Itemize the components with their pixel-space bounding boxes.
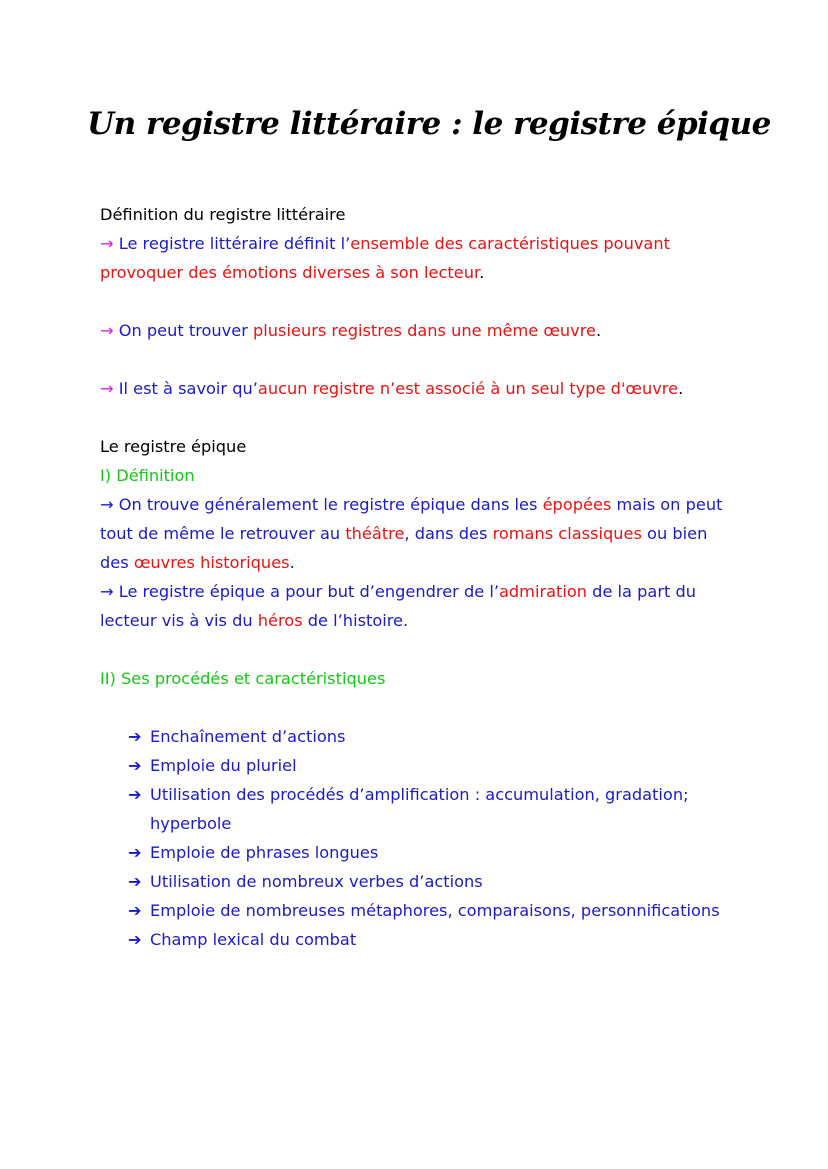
document-body: [100, 200, 740, 954]
spacer: [100, 693, 740, 722]
section-heading-definition: Définition du registre littéraire: [100, 205, 346, 224]
list-item: [128, 867, 740, 896]
list-item: [128, 780, 740, 838]
list-item: [128, 925, 740, 954]
list-item-text: Emploie de phrases longues: [150, 843, 379, 862]
list-item: [128, 896, 740, 925]
arrow-right-icon: ➔: [128, 785, 142, 804]
section-heading-epic: Le registre épique: [100, 437, 247, 456]
highlight-text: romans classiques: [492, 524, 642, 543]
highlight-text: ensemble des caractéristiques pouvant provoquer des émotions diverses à son lecteur: [100, 234, 676, 282]
text-segment: de la part du lecteur vis à vis du: [100, 582, 702, 630]
text-segment: .: [479, 263, 485, 282]
text-segment: , dans des: [404, 524, 493, 543]
list-item-text: Utilisation de nombreux verbes d’actions: [150, 872, 483, 891]
arrow-icon: →: [100, 234, 114, 253]
list-item-text: Emploie du pluriel: [150, 756, 297, 775]
highlight-text: œuvres historiques: [133, 553, 290, 572]
list-item-text: Utilisation des procédés d’amplification : accumulation, gradation; hyperbole: [150, 785, 689, 833]
arrow-right-icon: ➔: [128, 727, 142, 746]
arrow-icon: →: [100, 379, 114, 398]
paragraph-epic-purpose: [100, 577, 740, 635]
arrow-icon: →: [100, 321, 114, 340]
arrow-right-icon: ➔: [128, 843, 142, 862]
paragraph-definition: [100, 229, 740, 287]
list-item-text: Champ lexical du combat: [150, 930, 357, 949]
paragraph-no-single-type: [100, 374, 740, 403]
spacer: [100, 403, 740, 432]
spacer: [100, 345, 740, 374]
text-segment: ou bien des: [100, 524, 713, 572]
list-item: [128, 838, 740, 867]
text-segment: .: [289, 553, 295, 572]
spacer: [100, 635, 740, 664]
text-segment: .: [678, 379, 684, 398]
text-segment: On peut trouver: [113, 321, 254, 340]
highlight-text: théâtre: [345, 524, 405, 543]
text-segment: mais on peut tout de même le retrouver au: [100, 495, 728, 543]
arrow-right-icon: ➔: [128, 872, 142, 891]
highlight-text: épopées: [542, 495, 612, 514]
highlight-text: aucun registre n’est associé à un seul type d'œuvre: [257, 379, 679, 398]
highlight-text: héros: [257, 611, 303, 630]
text-segment: Il est à savoir qu’: [113, 379, 258, 398]
spacer: [100, 287, 740, 316]
part-title-definition: I) Définition: [100, 466, 195, 485]
text-segment: de l’histoire.: [302, 611, 409, 630]
paragraph-multiple-registers: [100, 316, 740, 345]
arrow-icon: →: [100, 582, 114, 601]
paragraph-epic-location: [100, 490, 740, 577]
list-item-text: Enchaînement d’actions: [150, 727, 346, 746]
arrow-right-icon: ➔: [128, 930, 142, 949]
page-title: Un registre littéraire : le registre épique: [87, 106, 771, 142]
part-title-procedures: II) Ses procédés et caractéristiques: [100, 669, 386, 688]
procedures-list: [100, 722, 740, 954]
list-item: [128, 722, 740, 751]
text-segment: .: [596, 321, 602, 340]
highlight-text: plusieurs registres dans une même œuvre: [253, 321, 596, 340]
list-item: [128, 751, 740, 780]
text-segment: On trouve généralement le registre épique dans les: [113, 495, 543, 514]
text-segment: Le registre épique a pour but d’engendrer de l’: [113, 582, 499, 601]
arrow-right-icon: ➔: [128, 901, 142, 920]
highlight-text: admiration: [498, 582, 588, 601]
list-item-text: Emploie de nombreuses métaphores, comparaisons, personnifications: [150, 901, 720, 920]
arrow-right-icon: ➔: [128, 756, 142, 775]
text-segment: Le registre littéraire définit l’: [113, 234, 351, 253]
arrow-icon: →: [100, 495, 114, 514]
